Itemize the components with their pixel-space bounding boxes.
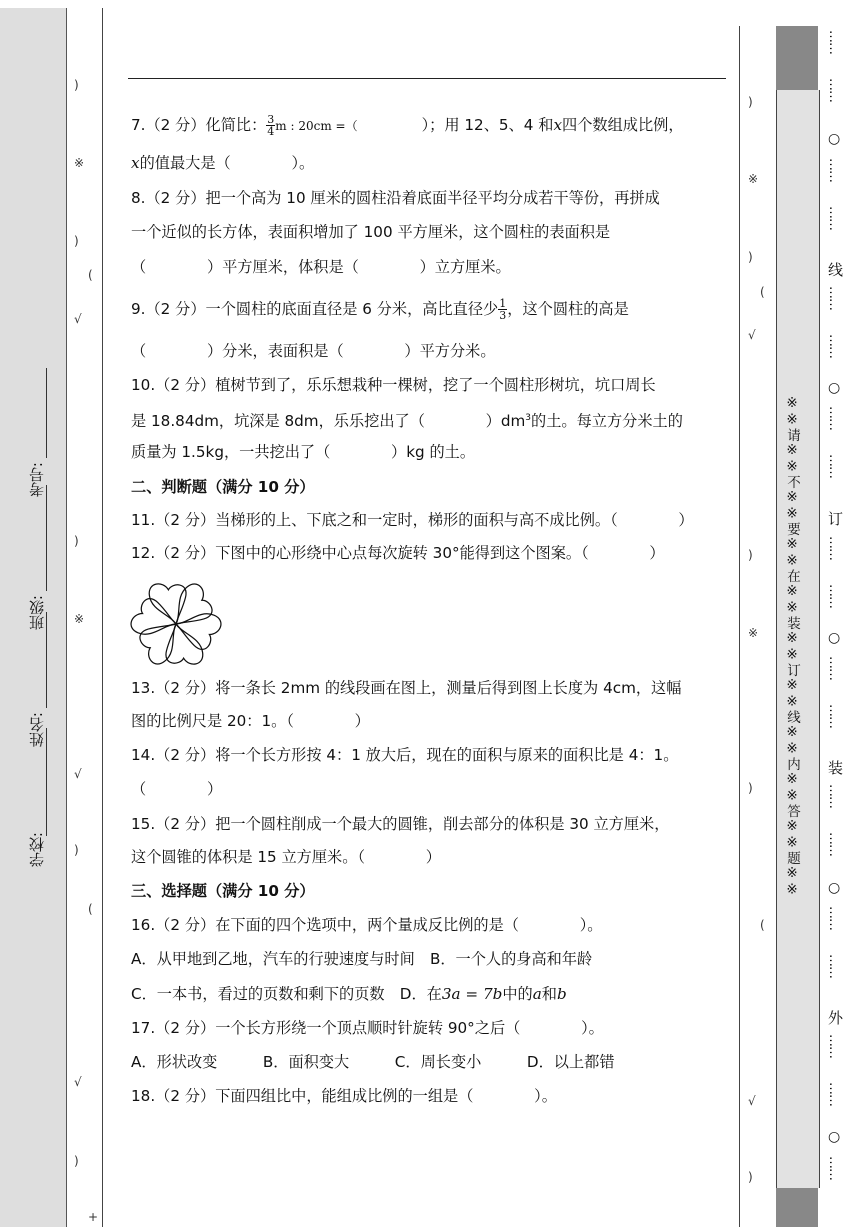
q10-text-b: 的土。每立方分米土的 bbox=[531, 412, 683, 431]
left-seal-mark: ( bbox=[88, 902, 93, 916]
cut-circle: ○ bbox=[828, 131, 841, 147]
q15-line2: 这个圆锥的体积是 15 立方厘米。（ ） bbox=[131, 848, 441, 866]
q13-line1: 13.（2 分）将一条长 2mm 的线段画在图上，测量后得到图上长度为 4cm，这幅 bbox=[131, 679, 682, 697]
right-binding-cap-bottom bbox=[776, 1188, 818, 1227]
q9-fraction bbox=[498, 298, 507, 321]
q7-line2 bbox=[131, 153, 314, 173]
cut-line-dots: …… bbox=[826, 584, 841, 608]
section-title-choice: 三、选择题（满分 10 分） bbox=[131, 882, 315, 900]
q13-line2: 图的比例尺是 20：1。（ ） bbox=[131, 712, 370, 730]
cut-line-dots: …… bbox=[826, 906, 841, 930]
name-label: 姓名: bbox=[28, 712, 46, 748]
q17-options: A．形状改变 B．面积变大 C．周长变小 D．以上都错 bbox=[131, 1053, 615, 1071]
q7-prefix: 7.（2 分）化简比： bbox=[131, 116, 267, 134]
q8-line3: （ ）平方厘米，体积是（ ）立方厘米。 bbox=[131, 258, 511, 276]
q7-frac-num: 3 bbox=[267, 113, 275, 126]
cut-line-dots: …… bbox=[826, 832, 841, 856]
cut-line-dots: …… bbox=[826, 954, 841, 978]
q16-var-b: b bbox=[556, 985, 567, 1003]
cut-line-dots: …… bbox=[826, 656, 841, 680]
cut-line-dots: …… bbox=[826, 334, 841, 358]
q12-line: 12.（2 分）下图中的心形绕中心点每次旋转 30°能得到这个图案。（ ） bbox=[131, 544, 665, 562]
q9-line2: （ ）分米，表面积是（ ）平方分米。 bbox=[131, 342, 496, 360]
left-seal-mark: √ bbox=[74, 312, 82, 326]
right-seal-mark: ※ bbox=[748, 626, 759, 640]
q8-line2: 一个近似的长方体，表面积增加了 100 平方厘米，这个圆柱的表面积是 bbox=[131, 223, 611, 241]
q16-option-c: C．一本书，看过的页数和剩下的页数 D．在 bbox=[131, 985, 442, 1003]
q7-ratio: m : 20cm =（ bbox=[275, 119, 358, 133]
right-seal-mark: ) bbox=[748, 781, 753, 795]
right-seal-mark: √ bbox=[748, 328, 756, 342]
binding-warning: ※※请※※不※※要※※在※※装※※订※※线※※内※※答※※题※※ bbox=[784, 395, 800, 898]
left-seal-mark: √ bbox=[74, 767, 82, 781]
q17-stem: 17.（2 分）一个长方形绕一个顶点顺时针旋转 90°之后（ ）。 bbox=[131, 1019, 604, 1037]
q8-line1: 8.（2 分）把一个高为 10 厘米的圆柱沿着底面半径平均分成若干等份，再拼成 bbox=[131, 189, 660, 207]
cut-line-dots: …… bbox=[826, 536, 841, 560]
left-seal-mark: ) bbox=[74, 78, 79, 92]
q10-text-a: 是 18.84dm，坑深是 8dm，乐乐挖出了（ ）dm bbox=[131, 412, 526, 431]
q16-stem: 16.（2 分）在下面的四个选项中，两个量成反比例的是（ ）。 bbox=[131, 916, 603, 934]
right-seal-mark: ※ bbox=[748, 172, 759, 186]
q18-stem: 18.（2 分）下面四组比中，能组成比例的一组是（ ）。 bbox=[131, 1087, 557, 1105]
cut-line-dots: …… bbox=[826, 454, 841, 478]
left-seal-mark: ) bbox=[74, 534, 79, 548]
cut-line-dots: …… bbox=[826, 158, 841, 182]
q7-mid: ）；用 12、5、4 和 bbox=[421, 116, 554, 134]
q16-var-a: a bbox=[532, 985, 542, 1003]
q9-frac-den: 3 bbox=[499, 309, 507, 322]
q9-text-a: 9.（2 分）一个圆柱的底面直径是 6 分米，高比直径少 bbox=[131, 300, 499, 318]
q15-line1: 15.（2 分）把一个圆柱削成一个最大的圆锥，削去部分的体积是 30 立方厘米， bbox=[131, 815, 670, 833]
cut-circle: ○ bbox=[828, 380, 841, 396]
q7-var-x: x bbox=[553, 116, 563, 134]
cut-line-dots: …… bbox=[826, 30, 841, 54]
class-underline bbox=[46, 485, 47, 591]
left-seal-mark: ※ bbox=[74, 612, 85, 626]
cut-line-dots: …… bbox=[826, 286, 841, 310]
exam-no-label: 考号: bbox=[28, 462, 46, 498]
q9-text-b: ，这个圆柱的高是 bbox=[507, 300, 629, 318]
right-seal-mark: ) bbox=[748, 548, 753, 562]
heart-petal bbox=[166, 624, 203, 664]
left-seal-mark: ※ bbox=[74, 156, 85, 170]
q7-fraction bbox=[266, 114, 275, 137]
cut-line-dots: …… bbox=[826, 1156, 841, 1180]
left-binding-border bbox=[66, 8, 103, 1227]
q7-rest: 四个数组成比例， bbox=[562, 116, 684, 134]
q7-line1 bbox=[131, 114, 684, 137]
q14-line2: （ ） bbox=[131, 780, 223, 798]
cut-line-dots: …… bbox=[826, 1082, 841, 1106]
cut-line-dots: …… bbox=[826, 784, 841, 808]
cut-circle: ○ bbox=[828, 630, 841, 646]
left-seal-mark: ( bbox=[88, 268, 93, 282]
cut-line-dots: …… bbox=[826, 406, 841, 430]
q7-line2-text: 的值最大是（ ）。 bbox=[139, 154, 315, 172]
q14-line1: 14.（2 分）将一个长方形按 4：1 放大后，现在的面积与原来的面积比是 4：1。 bbox=[131, 746, 679, 764]
right-seal-mark: ( bbox=[760, 918, 765, 932]
section-title-judgment: 二、判断题（满分 10 分） bbox=[131, 478, 315, 496]
right-seal-mark: ) bbox=[748, 95, 753, 109]
cut-circle: ○ bbox=[828, 1129, 841, 1145]
left-seal-mark: ) bbox=[74, 234, 79, 248]
cut-line-dots: …… bbox=[826, 206, 841, 230]
right-seal-mark: ) bbox=[748, 250, 753, 264]
left-seal-mark: ) bbox=[74, 1154, 79, 1168]
q16-options-cd bbox=[131, 984, 567, 1004]
class-label: 班级: bbox=[28, 595, 46, 631]
heart-rosette-figure bbox=[128, 576, 224, 672]
q10-sup: 3 bbox=[525, 413, 532, 423]
left-seal-mark: ) bbox=[74, 843, 79, 857]
cut-circle: ○ bbox=[828, 880, 841, 896]
q11-line: 11.（2 分）当梯形的上、下底之和一定时，梯形的面积与高不成比例。（ ） bbox=[131, 511, 694, 529]
heart-petal bbox=[149, 584, 186, 624]
right-seal-mark: ) bbox=[748, 1170, 753, 1184]
exam-no-underline bbox=[46, 368, 47, 458]
q7-frac-den: 4 bbox=[267, 125, 275, 138]
cut-word-wai: 外 bbox=[828, 1009, 844, 1027]
right-binding-cap-top bbox=[776, 26, 818, 90]
q16-option-d-mid: 中的 bbox=[502, 985, 533, 1003]
cut-line-dots: …… bbox=[826, 1034, 841, 1058]
q10-line2 bbox=[131, 408, 683, 431]
right-seal-mark: √ bbox=[748, 1094, 756, 1108]
cut-word-zhuang: 装 bbox=[828, 759, 844, 777]
q9-line1 bbox=[131, 298, 629, 321]
cut-word-xian: 线 bbox=[828, 261, 844, 279]
right-seal-mark: ( bbox=[760, 285, 765, 299]
school-label: 学校: bbox=[28, 832, 46, 868]
q16-and: 和 bbox=[541, 985, 557, 1003]
cut-line-dots: …… bbox=[826, 78, 841, 102]
q9-frac-num: 1 bbox=[499, 297, 507, 310]
q16-equation: 3a = 7b bbox=[441, 985, 503, 1003]
cut-word-ding: 订 bbox=[828, 510, 844, 528]
q10-line3: 质量为 1.5kg，一共挖出了（ ）kg 的土。 bbox=[131, 443, 476, 461]
q16-options-ab: A．从甲地到乙地，汽车的行驶速度与时间 B．一个人的身高和年龄 bbox=[131, 950, 593, 968]
q10-line1: 10.（2 分）植树节到了，乐乐想栽种一棵树，挖了一个圆柱形树坑，坑口周长 bbox=[131, 376, 656, 394]
q7-line2-var: x bbox=[131, 154, 140, 172]
cut-line-dots: …… bbox=[826, 704, 841, 728]
left-seal-mark: + bbox=[88, 1210, 99, 1224]
header-rule bbox=[128, 78, 726, 79]
left-seal-mark: √ bbox=[74, 1075, 82, 1089]
